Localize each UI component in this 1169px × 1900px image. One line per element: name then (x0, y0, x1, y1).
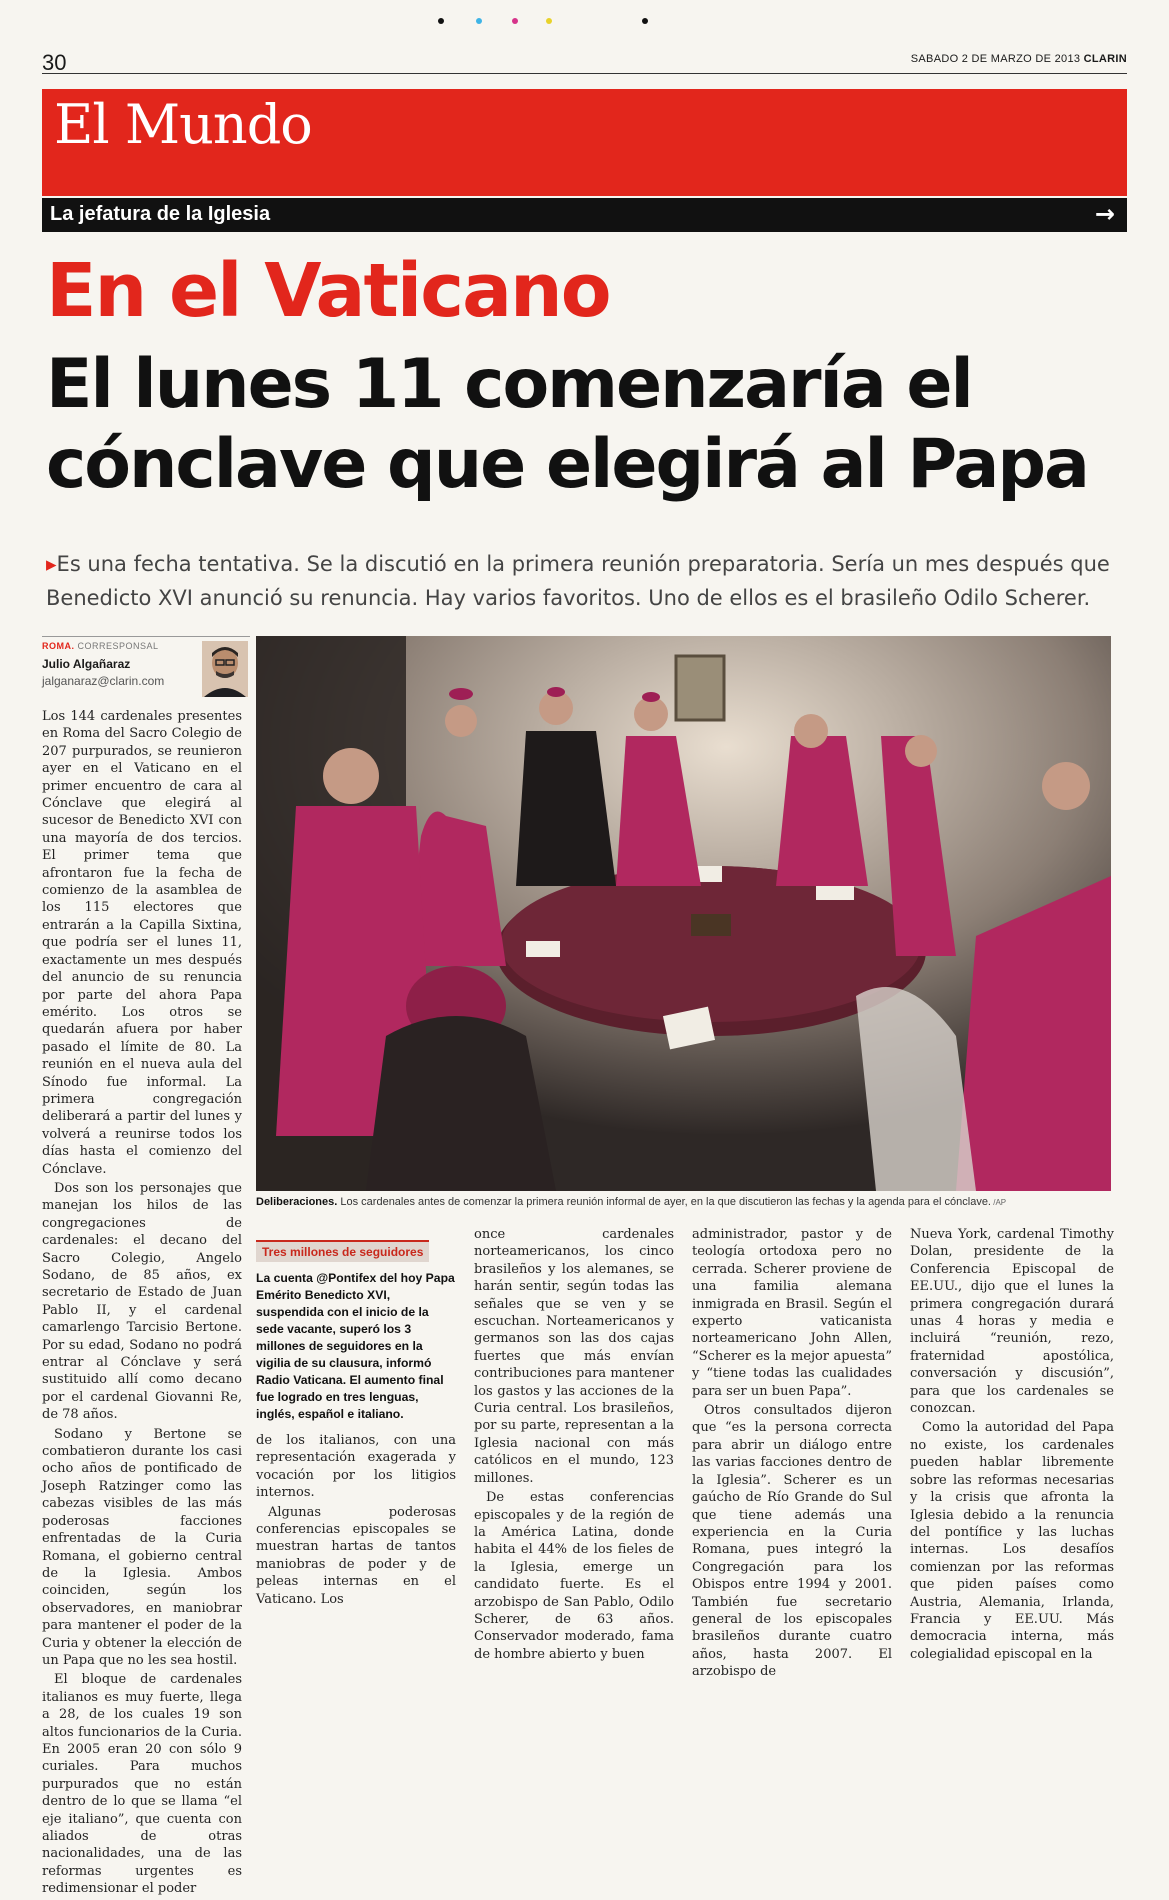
byline-city: ROMA. (42, 641, 75, 651)
caption-title: Deliberaciones. (256, 1196, 338, 1208)
deck-text: Es una fecha tentativa. Se la discutió en la primera reunión preparatoria. Sería un mes después que Benedicto XVI anunció su renuncia. Hay varios favoritos. Uno de ellos es el brasileño Odilo Scherer. (46, 552, 1110, 610)
paragraph: Como la autoridad del Papa no existe, los cardenales pueden hablar libremente sobre las reformas necesarias y la crisis que afronta la Iglesia debido a la renuncia del pontífice y las luchas internas. Los desafíos comienzan por las reformas que piden países como Austria, Alemania, Irlanda, Francia y EE.UU. Más democracia interna, más colegialidad episcopal en la (910, 1420, 1114, 1662)
registration-mark (438, 18, 444, 24)
registration-mark (546, 18, 552, 24)
author-avatar (202, 641, 248, 697)
sidebar-body: La cuenta @Pontifex del hoy Papa Emérito Benedicto XVI, suspendida con el inicio de la sede vacante, superó los 3 millones de seguidores en la vigilia de su clausura, informó Radio Vaticana. El aumento final fue logrado en tres lenguas, inglés, español e italiano. (256, 1271, 455, 1421)
section-title: El Mundo (54, 93, 312, 156)
article-column-1 (42, 708, 242, 1900)
author-name: Julio Algañaraz (42, 657, 131, 671)
date-text: SABADO 2 DE MARZO DE 2013 (910, 53, 1081, 65)
registration-mark (642, 18, 648, 24)
article-column-4 (692, 1226, 892, 1683)
sidebar-box (256, 1240, 456, 1423)
article-column-3 (474, 1226, 674, 1665)
section-banner (42, 89, 1127, 196)
caption-text: Los cardenales antes de comenzar la primera reunión informal de ayer, en la que discutieron las fechas y la agenda para el cónclave. (337, 1196, 991, 1208)
kicker: En el Vaticano (46, 248, 610, 334)
dateline (911, 53, 1127, 65)
headline: El lunes 11 comenzaría el cónclave que elegirá al Papa (46, 345, 1088, 504)
photo-credit: /AP (991, 1198, 1007, 1207)
paragraph: Algunas poderosas conferencias episcopales se muestran hartas de tantos maniobras de poder y de peleas internas en el Vaticano. Los (256, 1504, 456, 1607)
topic-bar (42, 198, 1127, 232)
paragraph: Otros consultados dijeron que “es la persona correcta para abrir un diálogo entre las varias facciones dentro de la Iglesia”. Scherer es un gaúcho de Río Grande do Sul que tiene además una experiencia en la Curia Romana, pues integró la Congregación para los Obispos entre 1994 y 2001. También fue secretario general de los episcopales brasileños durante cuatro años, hasta 2007. El arzobispo de (692, 1403, 892, 1680)
registration-mark (512, 18, 518, 24)
paragraph: Dos son los personajes que manejan los hilos de las congregaciones de cardenales: el decano del Sacro Colegio, Angelo Sodano, de 85 años, ex secretario de Estado de Juan Pablo II, y el cardenal camarlengo Tarcisio Bertone. Por su edad, Sodano no podrá entrar al Cónclave y será sustituido allí como decano por el cardenal Giovanni Re, de 78 años. (42, 1180, 242, 1423)
paragraph: Sodano y Bertone se combatieron durante los casi ocho años de pontificado de Joseph Ratzinger como las cabezas visibles de las más poderosas facciones enfrentadas de la Curia Romana, el gobierno central de la Iglesia. Ambos coinciden, según los observadores, en maniobrar para mantener el poder de la Curia y obtener la elección de un Papa que no les sea hostil. (42, 1426, 242, 1668)
registration-mark (476, 18, 482, 24)
paragraph: El bloque de cardenales italianos es muy fuerte, llega a 28, de los cuales 19 son altos funcionarios de la Curia. En 2005 eran 20 con sólo 9 curiales. Para muchos purpurados que no están dentro de lo que se llama “el eje italiano”, que cuenta con aliados de otras nacionalidades, una de las reformas urgentes es redimensionar el poder (42, 1672, 242, 1897)
article-column-2 (256, 1432, 456, 1610)
byline-role: CORRESPONSAL (74, 641, 159, 651)
cardinals-photo (256, 636, 1111, 1191)
paragraph: Nueva York, cardenal Timothy Dolan, presidente de la Conferencia Episcopal de EE.UU., dijo que el lunes la primera congregación durará unas 4 horas y media e incluirá “reunión, rezo, fraternidad apostólica, conversación y discusión”, para que los cardenales se conozcan. (910, 1227, 1114, 1417)
deck (46, 547, 1126, 615)
byline-dateline (42, 641, 159, 651)
paragraph: administrador, pastor y de teología ortodoxa pero no cerrada. Scherer proviene de una familia alemana inmigrada en Brasil. Según el experto vaticanista norteamericano John Allen, “Scherer es la mejor apuesta” y “tiene todas las cualidades para ser un buen Papa”. (692, 1227, 892, 1399)
paragraph: De estas conferencias episcopales y de la región de la América Latina, donde habita el 44% de los fieles de la Iglesia, emerge un candidato fuerte. Es el arzobispo de San Pablo, Odilo Scherer, de 63 años. Conservador moderado, fama de hombre abierto y buen (474, 1490, 674, 1662)
triangle-icon: ▸ (46, 552, 57, 576)
article-column-5 (910, 1226, 1114, 1665)
photo-caption (256, 1196, 1116, 1208)
author-email: jalganaraz@clarin.com (42, 674, 165, 688)
arrow-right-icon: → (1094, 200, 1115, 228)
topic-title: La jefatura de la Iglesia (50, 203, 271, 225)
paper-name: CLARIN (1083, 53, 1127, 65)
page-number: 30 (42, 50, 67, 75)
sidebar-tag: Tres millones de seguidores (256, 1240, 429, 1262)
byline (42, 636, 250, 697)
paragraph: Los 144 cardenales presentes en Roma del Sacro Colegio de 207 purpurados, se reunieron ayer en el Vaticano en el primer encuentro de cara al Cónclave que elegirá al sucesor de Benedicto XVI con una mayoría de dos tercios. El primer tema que afrontaron fue la fecha de comienzo de la asamblea de los 115 electores que entrarán a la Capilla Sixtina, que podría ser el lunes 11, exactamente un mes después del anuncio de su renuncia por parte del ahora Papa emérito. Los otros se quedarán afuera por haber pasado el límite de 80. La reunión en el nueva aula del Sínodo fue informal. La primera congregación deliberará a partir del lunes y volverá a reunirse todos los días hasta el comienzo del Cónclave. (42, 709, 242, 1177)
paragraph: de los italianos, con una representación exagerada y vocación por los litigios internos. (256, 1433, 456, 1501)
paragraph: once cardenales norteamericanos, los cinco brasileños y los alemanes, se harán sentir, según todas las señales que se ven y se escuchan. Norteamericanos y germanos son las dos cajas fuertes que más envían contribuciones para mantener los gastos y las acciones de la Curia central. Los brasileños, por su parte, representan a la Iglesia nacional con más católicos en el mundo, 123 millones. (474, 1227, 674, 1486)
header-rule (42, 73, 1127, 74)
